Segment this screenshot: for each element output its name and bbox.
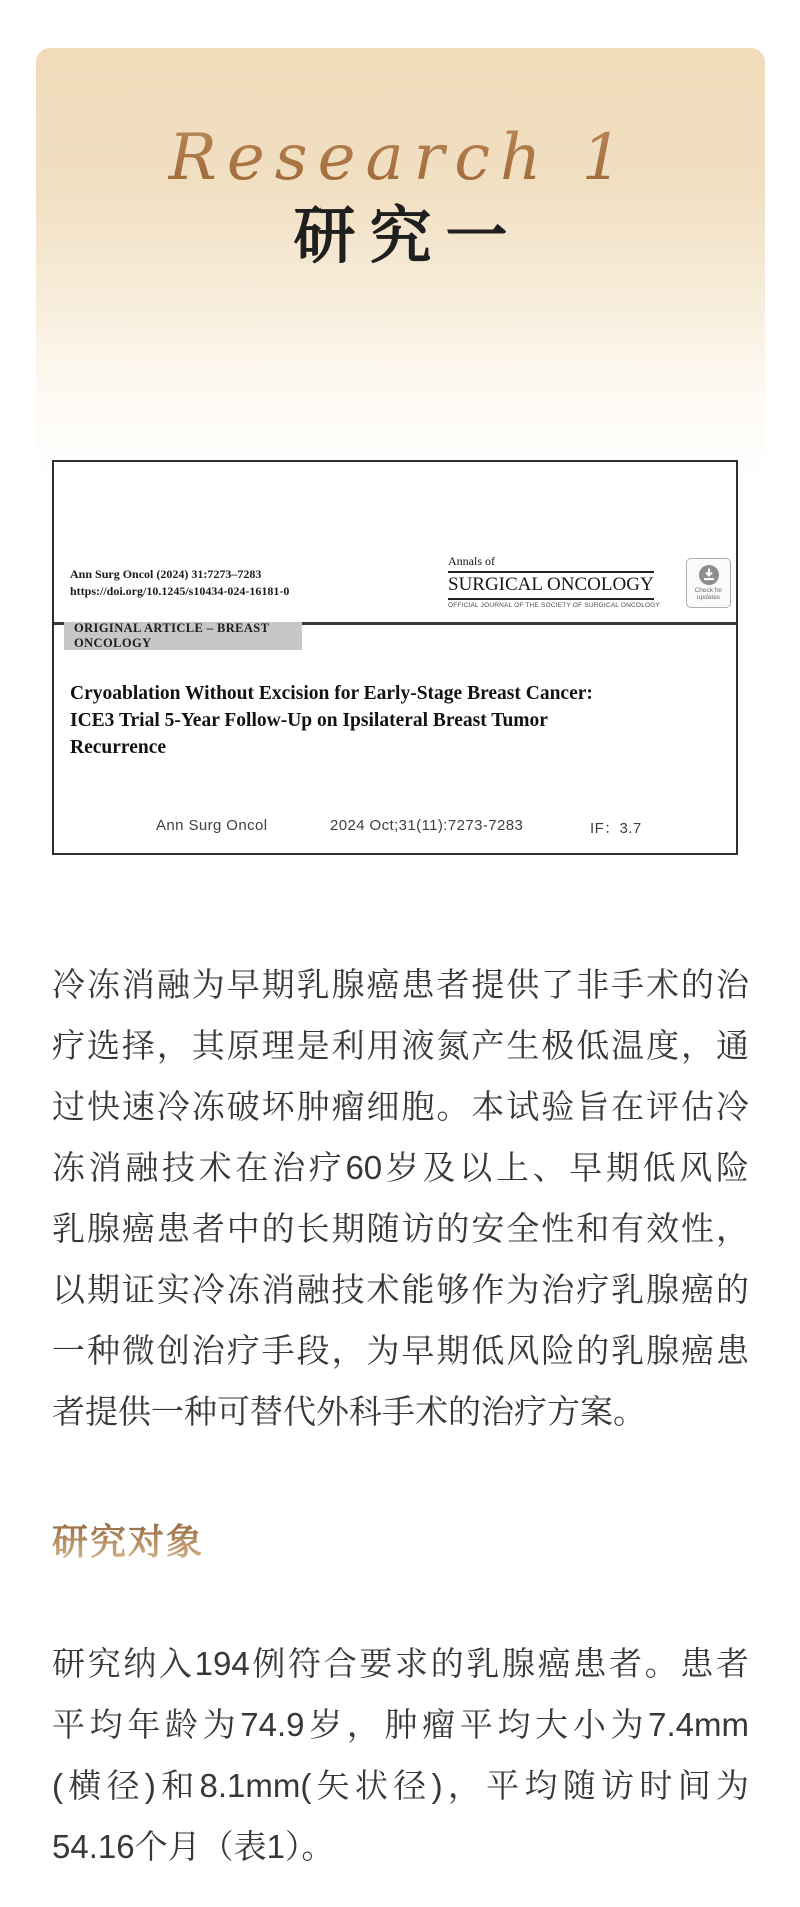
- paragraph-line: 者提供一种可替代外科手术的治疗方案。: [52, 1393, 646, 1430]
- check-for-updates-icon: [699, 565, 719, 585]
- check-for-updates-badge: [686, 558, 731, 608]
- paragraph-line: 54.16个月（表1）。: [52, 1828, 335, 1865]
- study-subjects-paragraph: [52, 1633, 749, 1877]
- article-section-label: ORIGINAL ARTICLE – BREAST ONCOLOGY: [64, 622, 302, 650]
- section-heading-study-subjects: 研究对象: [52, 1518, 204, 1566]
- page-title: 研究一: [293, 198, 522, 272]
- paragraph-line: 乳腺癌患者中的长期随访的安全性和有效性，: [52, 1210, 749, 1247]
- paragraph-line: 以期证实冷冻消融技术能够作为治疗乳腺癌的: [52, 1271, 749, 1308]
- paragraph-line: 研究纳入194例符合要求的乳腺癌患者。患者: [52, 1645, 749, 1682]
- paper-title-line: ICE3 Trial 5-Year Follow-Up on Ipsilateral Breast Tumor: [70, 710, 548, 731]
- paragraph-line: 冷冻消融为早期乳腺癌患者提供了非手术的治: [52, 966, 749, 1003]
- journal-name: SURGICAL ONCOLOGY: [448, 573, 654, 600]
- paragraph-line: 一种微创治疗手段，为早期低风险的乳腺癌患: [52, 1332, 749, 1369]
- check-badge-label: [695, 587, 723, 601]
- paragraph-line: 冻消融技术在治疗60岁及以上、早期低风险: [52, 1149, 749, 1186]
- paragraph-line: 平均年龄为74.9岁，肿瘤平均大小为7.4mm: [52, 1706, 749, 1743]
- journal-paper-screenshot: [52, 460, 738, 855]
- citation-line-1: Ann Surg Oncol (2024) 31:7273–7283: [70, 567, 262, 581]
- journal-tagline: OFFICIAL JOURNAL OF THE SOCIETY OF SURGICAL ONCOLOGY: [448, 602, 661, 609]
- paragraph-line: (横径)和8.1mm(矢状径)，平均随访时间为: [52, 1767, 749, 1804]
- footer-journal: Ann Surg Oncol: [156, 817, 268, 834]
- paper-title-line: Cryoablation Without Excision for Early-Stage Breast Cancer:: [70, 683, 593, 704]
- check-badge-line1: Check for: [694, 587, 723, 594]
- check-badge-line2: updates: [696, 594, 721, 601]
- paper-title: [70, 680, 720, 761]
- journal-prefix: Annals of: [448, 554, 654, 573]
- paragraph-line: 疗选择，其原理是利用液氮产生极低温度，通: [52, 1027, 749, 1064]
- article-card: [36, 48, 765, 1907]
- footer-impact-factor: IF：3.7: [590, 820, 642, 837]
- eyebrow-script-title: Research 1: [36, 48, 765, 196]
- intro-paragraph: [52, 954, 749, 1442]
- paper-title-line: Recurrence: [70, 737, 167, 758]
- paper-footer: [54, 817, 736, 837]
- footer-issue: 2024 Oct;31(11):7273-7283: [330, 817, 524, 834]
- paragraph-line: 过快速冷冻破坏肿瘤细胞。本试验旨在评估冷: [52, 1088, 749, 1125]
- citation-line-2: https://doi.org/10.1245/s10434-024-16181-0: [70, 584, 290, 598]
- paper-citation: [70, 566, 289, 600]
- journal-masthead: [448, 554, 661, 609]
